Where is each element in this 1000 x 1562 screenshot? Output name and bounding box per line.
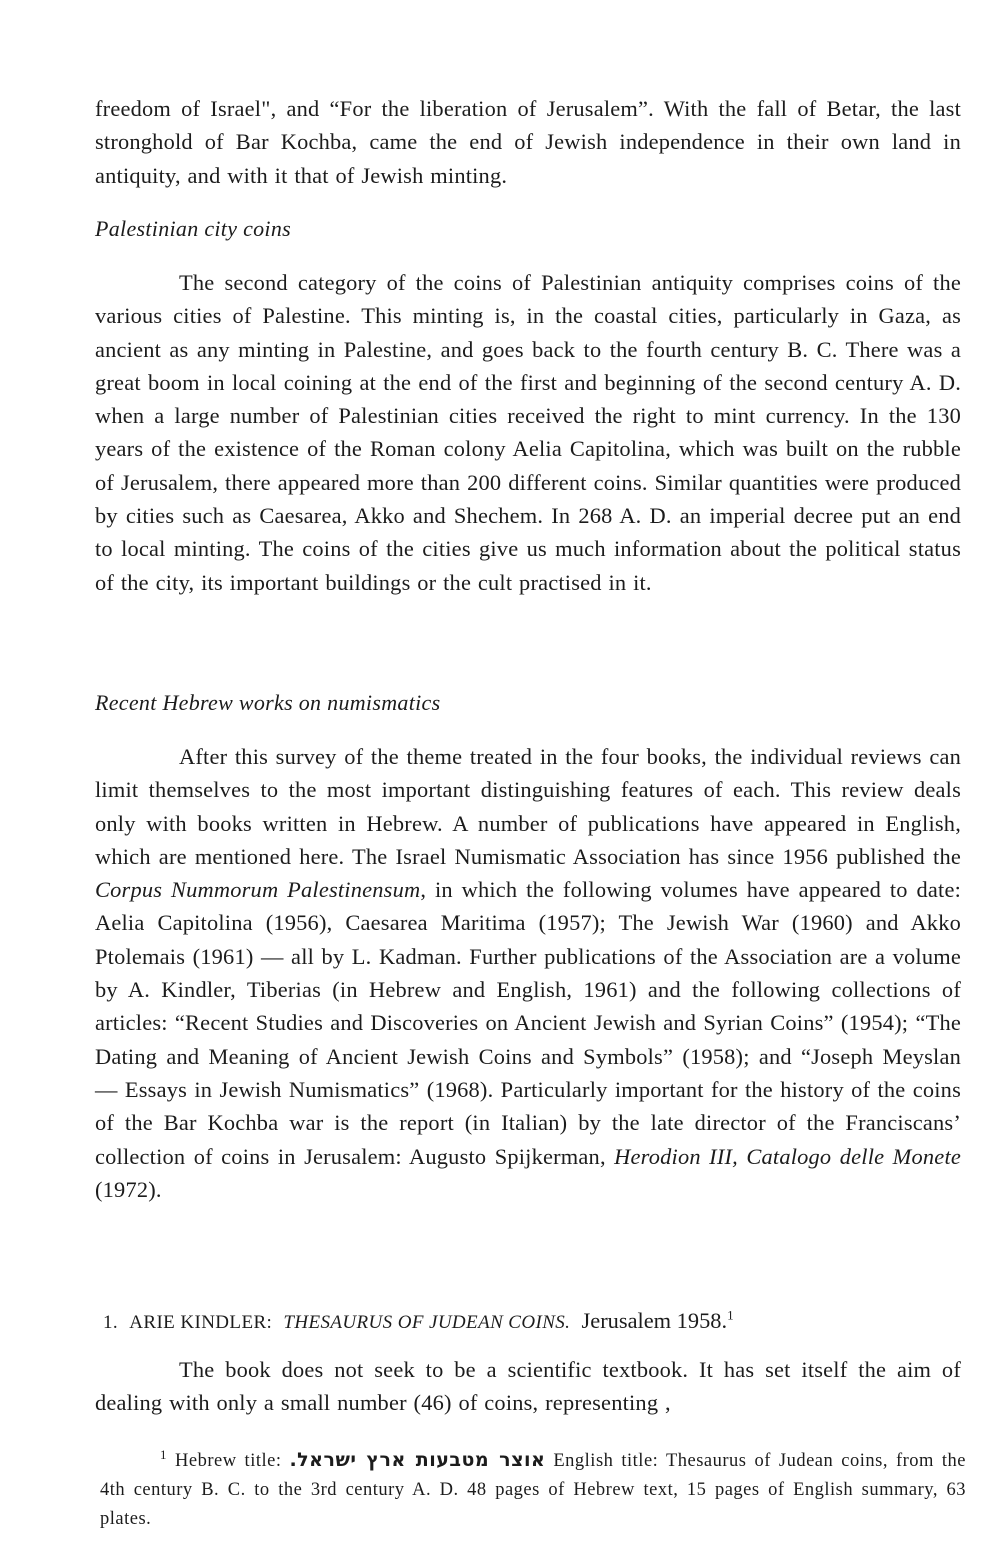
corpus-title: Corpus Nummorum Palestinensum bbox=[95, 877, 421, 903]
book-entry-heading bbox=[103, 1308, 961, 1334]
herodion-title: Herodion III, Catalogo delle Monete bbox=[614, 1143, 962, 1169]
footnote-reference: 1 bbox=[727, 1307, 734, 1323]
section-heading-recent-works: Recent Hebrew works on numismatics bbox=[95, 690, 441, 715]
city-coins-paragraph: The second category of the coins of Palestinian antiquity comprises coins of the various cities of Palestine. This minting is, in the coastal cities, particularly in Gaza, as ancient as any minting in Palestine, and goes back to the fourth century B. C. There was a great boom in local coining at the end of the first and beginning of the second century A. D. when a large number of Palestinian cities received the right to mint currency. In the 130 years of the existence of the Roman colony Aelia Capitolina, which was built on the rubble of Jerusalem, there appeared more than 200 different coins. Similar quantities were produced by cities such as Caesarea, Akko and Shechem. In 268 A. D. an imperial decree put an end to local minting. The coins of the cities give us much information about the political status of the city, its important buildings or the cult practised in it. bbox=[95, 270, 961, 595]
recent-works-paragraph bbox=[95, 740, 961, 1206]
entry-author: ARIE KINDLER: bbox=[129, 1312, 273, 1333]
recent-works-text-3: (1972). bbox=[95, 1176, 162, 1202]
entry-place-year: Jerusalem 1958. bbox=[581, 1308, 728, 1333]
hebrew-title: אוצר מטבעות ארץ ישראל. bbox=[289, 1449, 546, 1471]
section-heading-city-coins: Palestinian city coins bbox=[95, 216, 292, 241]
footnote-mark: 1 bbox=[160, 1446, 167, 1462]
footnote-rest: English title: Thesaurus of Judean coins, from the 4th century B. C. to the 3rd century A. D. 48 pages of Hebrew text, 15 pages of English summary, 63 plates. bbox=[100, 1451, 967, 1529]
footnote-lead: Hebrew title: bbox=[175, 1451, 282, 1471]
entry-title: THESAURUS OF JUDEAN COINS. bbox=[283, 1312, 571, 1333]
recent-works-text-1: After this survey of the theme treated in the four books, the individual reviews can limit themselves to the most important distinguishing features of each. This review deals only with books written in Hebrew. A number of publications have appeared in English, which are mentioned here. The Israel Numismatic Association has since 1956 published the bbox=[95, 744, 961, 869]
recent-works-text-2: , in which the following volumes have appeared to date: Aelia Capitolina (1956), Caesarea Maritima (1957); The Jewish War (1960) and Akko Ptolemais (1961) — all by L. Kadman. Further publications of the Association are a volume by A. Kindler, Tiberias (in Hebrew and English, 1961) and the following collections of articles: “Recent Studies and Discoveries on Ancient Jewish and Syrian Coins” (1954); “The Dating and Meaning of Ancient Jewish Coins and Symbols” (1958); and “Joseph Meyslan — Essays in Jewish Numismatics” (1968). Particularly important for the history of the coins of the Bar Kochba war is the report (in Italian) by the late director of the Franciscans’ collection of coins in Jerusalem: Augusto Spijkerman, bbox=[95, 877, 962, 1169]
footnote bbox=[100, 1446, 966, 1534]
intro-paragraph: freedom of Israel", and “For the liberation of Jerusalem”. With the fall of Betar, the last stronghold of Bar Kochba, came the end of Jewish independence in their own land in antiquity, and with it that of Jewish minting. bbox=[95, 96, 961, 188]
entry-number: 1. bbox=[103, 1312, 119, 1333]
book-description-paragraph: The book does not seek to be a scientific textbook. It has set itself the aim of dealing with only a small number (46) of coins, representing , bbox=[95, 1357, 961, 1416]
